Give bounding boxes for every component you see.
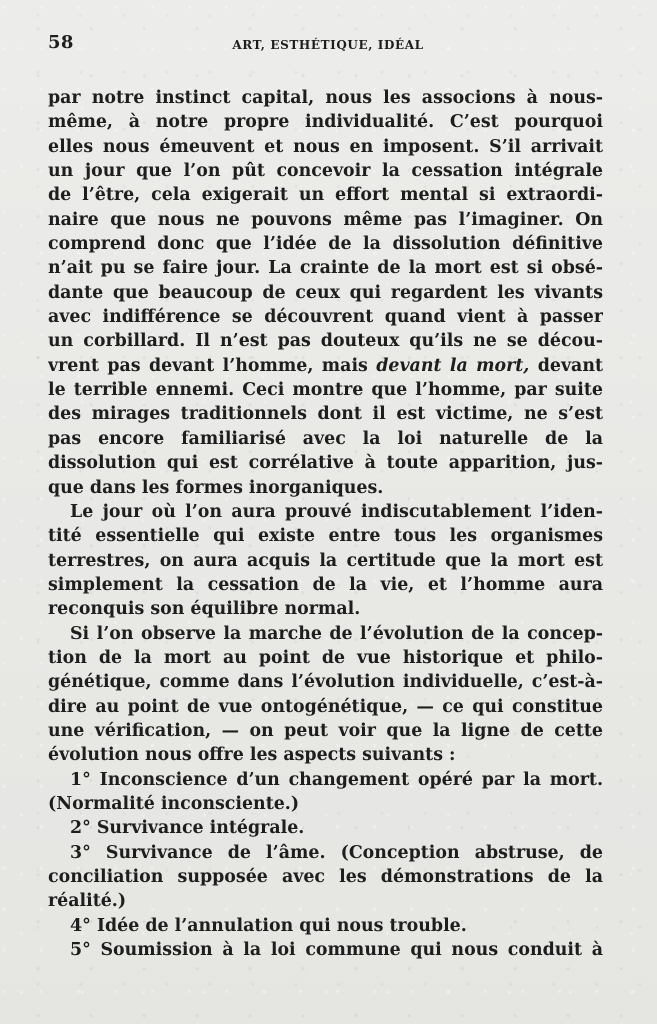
list-item-line: 3° Survivance de l’âme. (Conception abstruse, de bbox=[70, 842, 603, 863]
text-line: un jour que l’on pût concevoir la cessation intégrale bbox=[48, 161, 603, 182]
page-number: 58 bbox=[48, 32, 74, 53]
line-segment: vrent pas devant l’homme, mais bbox=[48, 355, 377, 376]
page-body bbox=[48, 86, 603, 962]
text-line: comprend donc que l’idée de la dissolution définitive bbox=[48, 234, 603, 255]
text-line: un corbillard. Il n’est pas douteux qu’ils ne se décou- bbox=[48, 331, 603, 352]
text-line: pas encore familiarisé avec la loi naturelle de la bbox=[48, 428, 603, 449]
text-line: évolution nous offre les aspects suivants : bbox=[48, 745, 456, 766]
text-line: dante que beaucoup de ceux qui regardent les vivants bbox=[48, 282, 603, 303]
text-line: dire au point de vue ontogénétique, — ce qui constitue bbox=[48, 696, 603, 717]
text-line: n’ait pu se faire jour. La crainte de la mort est si obsé- bbox=[48, 258, 603, 279]
text-line: terrestres, on aura acquis la certitude que la mort est bbox=[48, 550, 603, 571]
text-line: simplement la cessation de la vie, et l’homme aura bbox=[48, 574, 603, 595]
text-line: génétique, comme dans l’évolution individuelle, c’est-à- bbox=[48, 672, 603, 693]
list-item-continuation: conciliation supposée avec les démonstrations de la bbox=[48, 867, 603, 887]
list-item-continuation: (Normalité inconsciente.) bbox=[48, 793, 300, 814]
text-line: dissolution qui est corrélative à toute apparition, jus- bbox=[48, 453, 603, 474]
list-item-line: 2° Survivance intégrale. bbox=[70, 818, 305, 839]
text-line: elles nous émeuvent et nous en imposent. S’il arrivait bbox=[48, 136, 603, 157]
text-line: même, à notre propre individualité. C’est pourquoi bbox=[48, 112, 603, 133]
list-item-line: 5° Soumission à la loi commune qui nous conduit à bbox=[70, 940, 603, 961]
text-line: tion de la mort au point de vue historique et philo- bbox=[48, 647, 603, 668]
text-line: avec indifférence se découvrent quand vient à passer bbox=[48, 307, 603, 328]
text-line: le terrible ennemi. Ceci montre que l’homme, par suite bbox=[48, 380, 603, 401]
list-item-line: 4° Idée de l’annulation qui nous trouble. bbox=[70, 915, 467, 936]
text-line: reconquis son équilibre normal. bbox=[48, 599, 361, 620]
list-item-continuation: réalité.) bbox=[48, 891, 127, 912]
italic-phrase: devant la mort, bbox=[376, 355, 530, 376]
line-segment: devant bbox=[529, 355, 603, 376]
mixed-text-line bbox=[48, 354, 603, 378]
text-line: naire que nous ne pouvons même pas l’imaginer. On bbox=[48, 209, 603, 230]
text-line: que dans les formes inorganiques. bbox=[48, 477, 384, 498]
text-line: tité essentielle qui existe entre tous les organismes bbox=[48, 526, 603, 547]
text-line: des mirages traditionnels dont il est victime, ne s’est bbox=[48, 404, 603, 425]
text-line: par notre instinct capital, nous les associons à nous- bbox=[48, 88, 603, 108]
running-head: ART, ESTHÉTIQUE, IDÉAL bbox=[232, 38, 424, 52]
list-item-line: 1° Inconscience d’un changement opéré par la mort. bbox=[70, 769, 603, 790]
paragraph-first-line: Si l’on observe la marche de l’évolution de la concep- bbox=[70, 623, 603, 644]
paragraph-first-line: Le jour où l’on aura prouvé indiscutablement l’iden- bbox=[70, 501, 603, 522]
text-line: de l’être, cela exigerait un effort mental si extraordi- bbox=[48, 185, 603, 206]
page-header bbox=[48, 27, 608, 57]
text-line: une vérification, — on peut voir que la ligne de cette bbox=[48, 720, 603, 741]
